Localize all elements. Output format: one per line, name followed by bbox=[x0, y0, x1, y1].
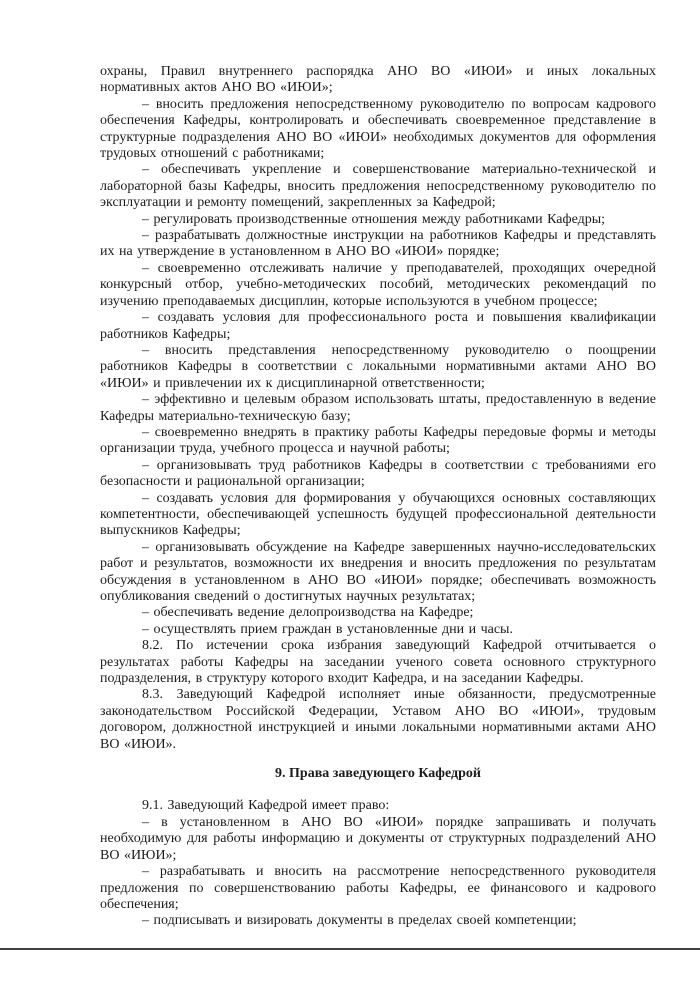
paragraph: 9.1. Заведующий Кафедрой имеет право: bbox=[142, 798, 390, 814]
paragraph: – эффективно и целевым образом использовать штаты, предоставленную в ведение Кафедры материально-техническую базу; bbox=[100, 392, 656, 424]
paragraph: 8.3. Заведующий Кафедрой исполняет иные обязанности, предусмотренные законодательством Российской Федерации, Уставом АНО ВО «ИЮИ», трудовым договором, должностной инструкцией и иными локальными нормативными актами АНО ВО «ИЮИ». bbox=[100, 687, 656, 752]
paragraph: – в установленном в АНО ВО «ИЮИ» порядке запрашивать и получать необходимую для работы информацию и документы от структурных подразделений АНО ВО «ИЮИ»; bbox=[100, 814, 656, 863]
text-column bbox=[100, 64, 656, 930]
footer-separator-rule bbox=[0, 948, 700, 950]
paragraph: 8.2. По истечении срока избрания заведующий Кафедрой отчитывается о результатах работы Кафедры на заседании ученого совета основного структурного подразделения, в структуру которого входит Кафедра, и на заседании Кафедры. bbox=[100, 638, 656, 687]
paragraph: – обеспечивать ведение делопроизводства на Кафедре; bbox=[142, 605, 474, 621]
paragraph: – своевременно внедрять в практику работы Кафедры передовые формы и методы организации труда, учебного процесса и научной работы; bbox=[100, 424, 656, 457]
paragraph: – осуществлять прием граждан в установленные дни и часы. bbox=[142, 621, 513, 637]
paragraph: – подписывать и визировать документы в пределах своей компетенции; bbox=[142, 913, 577, 929]
paragraph: – регулировать производственные отношения между работниками Кафедры; bbox=[142, 211, 606, 227]
paragraph: – создавать условия для профессионального роста и повышения квалификации работников Кафедры; bbox=[100, 310, 656, 342]
paragraph: – разрабатывать должностные инструкции на работников Кафедры и представлять их на утверждение в установленном в АНО ВО «ИЮИ» порядке; bbox=[100, 228, 656, 260]
paragraph: – организовывать труд работников Кафедры в соответствии с требованиями его безопасности и рациональной организации; bbox=[100, 457, 656, 490]
section-9-heading: 9. Права заведующего Кафедрой bbox=[275, 766, 481, 782]
paragraph: – вносить представления непосредственному руководителю о поощрении работников Кафедры в соответствии с локальными нормативными актами АНО ВО «ИЮИ» и привлечении их к дисциплинарной ответственности; bbox=[100, 342, 656, 391]
paragraph: – своевременно отслеживать наличие у преподавателей, проходящих очередной конкурсный отбор, учебно-методических пособий, методических рекомендаций по изучению преподаваемых дисциплин, которые используются в учебном процессе; bbox=[100, 260, 656, 309]
paragraph: охраны, Правил внутреннего распорядка АНО ВО «ИЮИ» и иных локальных нормативных актов АНО ВО «ИЮИ»; bbox=[100, 64, 656, 96]
paragraph: – разрабатывать и вносить на рассмотрение непосредственного руководителя предложения по совершенствованию работы Кафедры, ее финансового и кадрового обеспечения; bbox=[100, 864, 656, 912]
paragraph: – организовывать обсуждение на Кафедре завершенных научно-исследовательских работ и результатов, возможности их внедрения и вносить предложения по результатам обсуждения в установленном в АНО ВО «ИЮИ» порядке; обеспечивать возможность опубликования сведений о достигнутых научных результатах; bbox=[100, 539, 656, 604]
paragraph: – обеспечивать укрепление и совершенствование материально-технической и лабораторной базы Кафедры, вносить предложения непосредственному руководителю по эксплуатации и ремонту помещений, закрепленных за Кафедрой; bbox=[100, 162, 656, 211]
paragraph: – вносить предложения непосредственному руководителю по вопросам кадрового обеспечения Кафедры, контролировать и обеспечивать своевременное представление в структурные подразделения АНО ВО «ИЮИ» необходимых документов для оформления трудовых отношений с работниками; bbox=[100, 96, 656, 162]
section-9-rights-paragraphs bbox=[100, 798, 656, 929]
paragraph: – создавать условия для формирования у обучающихся основных составляющих компетентности, обеспечивающей успешность будущей профессиональной деятельности выпускников Кафедры; bbox=[100, 490, 656, 539]
section-8-duties-paragraphs bbox=[100, 64, 656, 753]
